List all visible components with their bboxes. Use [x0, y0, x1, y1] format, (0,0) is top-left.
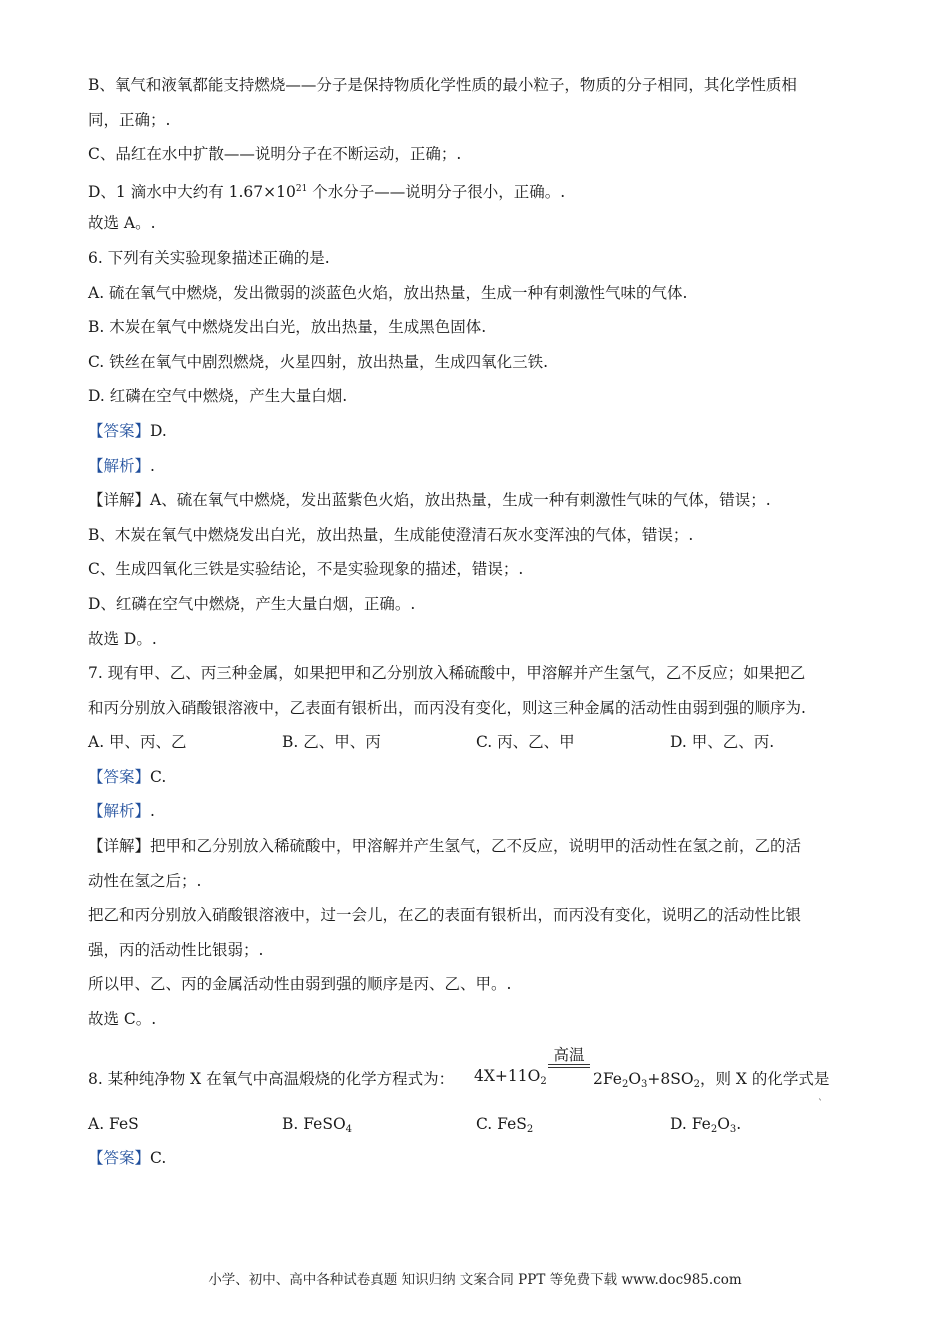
- q5d-suffix: 个水分子——说明分子很小，正确。.: [307, 182, 566, 201]
- answer-value: C.: [150, 767, 167, 786]
- document-body: [88, 68, 868, 1176]
- q6-answer: [88, 414, 868, 449]
- q6-analysis: [88, 449, 868, 484]
- text-line: 所以甲、乙、丙的金属活动性由弱到强的顺序是丙、乙、甲。.: [88, 975, 512, 994]
- text-line: B、木炭在氧气中燃烧发出白光，放出热量，生成能使澄清石灰水变浑浊的气体，错误；.: [88, 525, 694, 544]
- q7-choices: [88, 725, 868, 760]
- text-line: 强，丙的活动性比银弱；.: [88, 940, 264, 959]
- q8-choice-b: [282, 1107, 476, 1142]
- q7-analysis: [88, 794, 868, 829]
- answer-tag: 【答案】: [88, 767, 151, 786]
- answer-value: C.: [150, 1149, 167, 1168]
- analysis-text: .: [150, 802, 155, 821]
- equals-bar-top: [548, 1064, 590, 1065]
- page-footer: 小学、初中、高中各种试卷真题 知识归纳 文案合同 PPT 等免费下载 www.doc985.com: [208, 1272, 742, 1288]
- choice-subscript: 2: [526, 1123, 534, 1135]
- text-line: C、生成四氧化三铁是实验结论，不是实验现象的描述，错误；.: [88, 560, 524, 579]
- q5d-prefix: D、1 滴水中大约有 1.67×10: [88, 182, 296, 201]
- q8-choice-c: [476, 1107, 670, 1142]
- q8-prefix: 8. 某种纯净物 X 在氧气中高温煅烧的化学方程式为：: [88, 1069, 455, 1088]
- detail-text: A、硫在氧气中燃烧，发出蓝紫色火焰，放出热量，生成一种有刺激性气味的气体，错误；.: [150, 491, 771, 510]
- question-7-stem: 7. 现有甲、乙、丙三种金属，如果把甲和乙分别放入稀硫酸中，甲溶解并产生氢气，乙不反应；如果把乙: [88, 664, 806, 683]
- question-8-stem: [88, 1043, 868, 1110]
- q6-option-a: A. 硫在氧气中燃烧，发出微弱的淡蓝色火焰，放出热量，生成一种有刺激性气味的气体.: [88, 283, 688, 302]
- answer-tag: 【答案】: [88, 1149, 151, 1168]
- choice-text: C. FeS: [476, 1114, 527, 1133]
- choice-subscript: 2: [710, 1123, 718, 1135]
- reaction-condition: 高温: [553, 1045, 585, 1064]
- detail-text: 把甲和乙分别放入稀硫酸中，甲溶解并产生氢气，乙不反应，说明甲的活动性在氢之前，乙的活: [150, 837, 802, 856]
- rhs-text: O: [628, 1069, 642, 1088]
- choice-text: .: [736, 1114, 742, 1133]
- analysis-text: .: [150, 456, 155, 475]
- equation-lhs: [474, 1067, 547, 1087]
- q6-detail: [88, 483, 868, 518]
- q8-stem-tail: ，则 X 的化学式是: [699, 1069, 830, 1088]
- rhs-text: 2Fe: [593, 1069, 622, 1088]
- q7-choice-b: B. 乙、甲、丙: [282, 733, 381, 752]
- detail-tag: 【详解】: [88, 837, 151, 856]
- choice-text: B. FeSO: [282, 1114, 346, 1133]
- choice-text: O: [717, 1114, 730, 1133]
- q5-option-d: [88, 172, 868, 207]
- rhs-text: +8SO: [647, 1069, 694, 1088]
- q8-answer: [88, 1141, 868, 1176]
- q6-option-d: D. 红磷在空气中燃烧，产生大量白烟.: [88, 387, 348, 406]
- q8-choices: [88, 1107, 868, 1142]
- rhs-subscript: 2: [693, 1078, 700, 1090]
- q6-option-b: B. 木炭在氧气中燃烧发出白光，放出热量，生成黑色固体.: [88, 318, 487, 337]
- answer-tag: 【答案】: [88, 421, 151, 440]
- text-line: 故选 A。.: [88, 214, 156, 233]
- q8-choice-d: [670, 1107, 864, 1142]
- choice-subscript: 3: [729, 1123, 737, 1135]
- equals-bar-bottom: [548, 1067, 590, 1068]
- lhs-subscript: 2: [540, 1075, 547, 1087]
- text-line: 故选 D。.: [88, 629, 157, 648]
- answer-value: D.: [150, 421, 167, 440]
- text-line: 同，正确；.: [88, 110, 171, 129]
- choice-subscript: 4: [345, 1123, 353, 1135]
- q7-choice-c: C. 丙、乙、甲: [476, 733, 575, 752]
- text-line: 故选 C。.: [88, 1010, 157, 1029]
- text-line: B、氧气和液氧都能支持燃烧——分子是保持物质化学性质的最小粒子，物质的分子相同，其化学性质相: [88, 76, 797, 94]
- q6-option-c: C. 铁丝在氧气中剧烈燃烧，火星四射，放出热量，生成四氧化三铁.: [88, 352, 549, 371]
- text-line: 把乙和丙分别放入硝酸银溶液中，过一会儿，在乙的表面有银析出，而丙没有变化，说明乙的活动性比银: [88, 906, 802, 925]
- q7-answer: [88, 760, 868, 795]
- detail-tag: 【详解】: [88, 491, 151, 510]
- choice-text: D. Fe: [670, 1114, 711, 1133]
- analysis-tag: 【解析】: [88, 802, 151, 821]
- text-line: 动性在氢之后；.: [88, 871, 202, 890]
- q5d-exponent: 21: [295, 183, 308, 194]
- lhs-text: 4X+11O: [474, 1066, 541, 1085]
- text-line: C、品红在水中扩散——说明分子在不断运动，正确；.: [88, 145, 462, 164]
- rhs-subscript: 3: [641, 1078, 648, 1090]
- equation-rhs: [593, 1067, 829, 1090]
- question-7-stem-cont: 和丙分别放入硝酸银溶液中，乙表面有银析出，而丙没有变化，则这三种金属的活动性由弱到强的顺序为.: [88, 698, 806, 717]
- q7-choice-d: D. 甲、乙、丙.: [670, 733, 775, 752]
- stray-mark: `: [818, 1098, 823, 1110]
- analysis-tag: 【解析】: [88, 456, 151, 475]
- rhs-subscript: 2: [621, 1078, 629, 1090]
- q8-choice-a: A. FeS: [88, 1114, 139, 1133]
- q7-choice-a: A. 甲、丙、乙: [88, 733, 187, 752]
- text-line: D、红磷在空气中燃烧，产生大量白烟，正确。.: [88, 594, 416, 613]
- q7-detail: [88, 829, 868, 864]
- question-6-stem: 6. 下列有关实验现象描述正确的是.: [88, 248, 330, 267]
